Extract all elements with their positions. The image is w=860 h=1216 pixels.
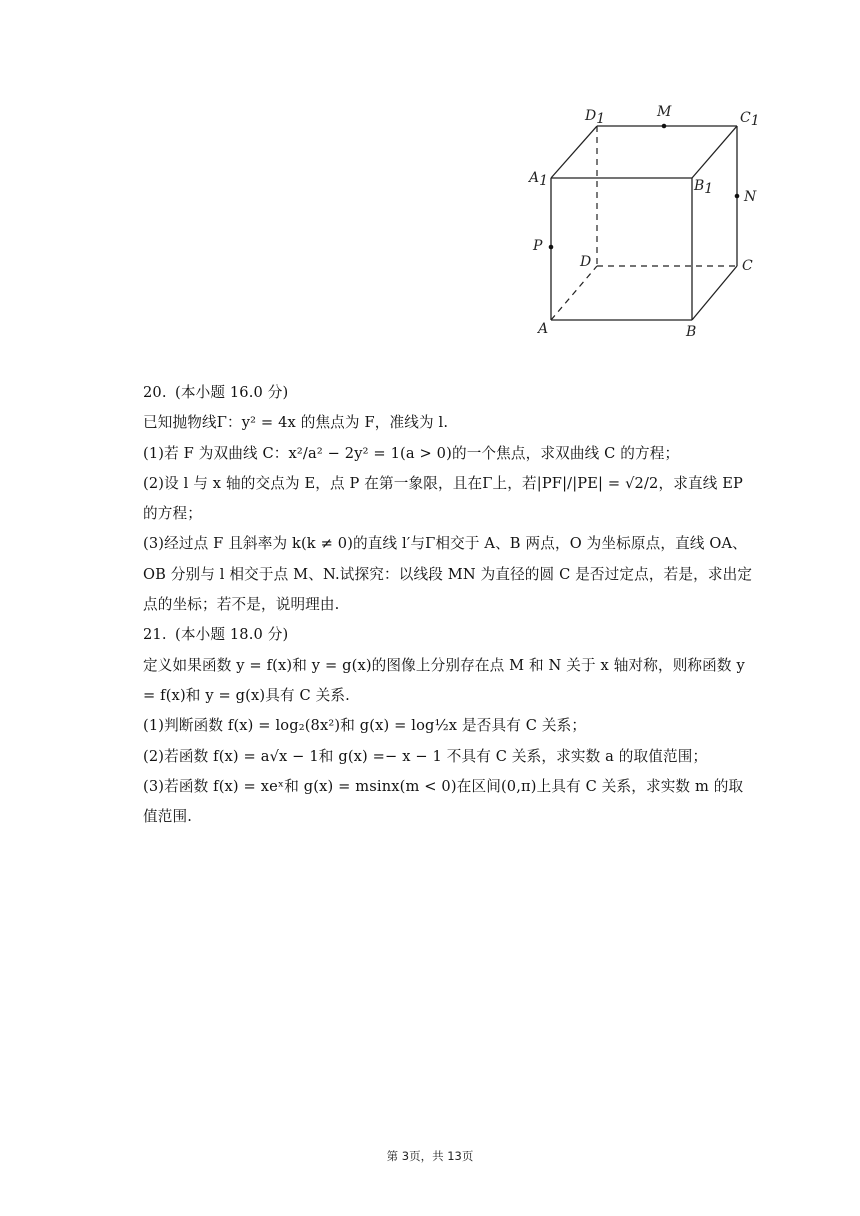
question-20-part2: (2)设 l 与 x 轴的交点为 E，点 P 在第一象限，且在Γ上，若|PF|/|PE| = √2/2，求直线 EP 的方程； [143, 474, 743, 523]
question-21-header [143, 620, 753, 650]
label-a1: A1 [529, 170, 549, 189]
edge-bc [692, 266, 737, 320]
label-p: P [533, 238, 543, 254]
label-b: B [686, 324, 697, 340]
question-20-header [143, 378, 753, 408]
question-21-part1: (1)判断函数 f(x) = log₂(8x²)和 g(x) = log½x 是否具有 C 关系； [143, 717, 587, 735]
question-21-points: (本小题 18.0 分) [175, 626, 289, 644]
point-p [549, 245, 554, 250]
point-n [735, 194, 740, 199]
label-d: D [580, 254, 592, 270]
edge-b1c1 [692, 126, 737, 178]
label-c1: C1 [740, 110, 760, 129]
cube-figure [518, 98, 768, 348]
question-20-intro: 已知抛物线Γ：y² = 4x 的焦点为 F，准线为 l. [143, 414, 449, 432]
page-footer: 第 3页，共 13页 [386, 1149, 474, 1163]
questions-body [143, 378, 753, 832]
label-a: A [538, 321, 549, 337]
edge-a1d1 [551, 126, 597, 178]
question-21-part2: (2)若函数 f(x) = a√x − 1和 g(x) =− x − 1 不具有 C 关系，求实数 a 的取值范围； [143, 747, 708, 765]
question-20-number: 20. [143, 384, 167, 401]
label-d1: D1 [585, 108, 606, 127]
question-21-number: 21. [143, 626, 167, 644]
label-n: N [744, 189, 757, 205]
point-m [662, 124, 667, 129]
question-20-part3: (3)经过点 F 且斜率为 k(k ≠ 0)的直线 l′与Γ相交于 A、B 两点，O 为坐标原点，直线 OA、OB 分别与 l 相交于点 M、N.试探究：以线段 MN 为直径的圆 C 是否过定点，若是，求出定点的坐标；若不是，说明理由. [143, 535, 753, 614]
label-m: M [657, 104, 672, 120]
label-b1: B1 [694, 178, 714, 197]
question-20-points: (本小题 16.0 分) [175, 384, 289, 401]
label-c: C [742, 258, 753, 274]
edge-ad-hidden [551, 266, 597, 320]
cube-diagram [518, 98, 768, 348]
question-20-part1: (1)若 F 为双曲线 C：x²/a² − 2y² = 1(a > 0)的一个焦点，求双曲线 C 的方程； [143, 444, 680, 462]
question-21-intro: 定义如果函数 y = f(x)和 y = g(x)的图像上分别存在点 M 和 N 关于 x 轴对称，则称函数 y = f(x)和 y = g(x)具有 C 关系. [143, 656, 745, 704]
question-21-part3: (3)若函数 f(x) = xeˣ和 g(x) = msinx(m < 0)在区间(0,π)上具有 C 关系，求实数 m 的取值范围. [143, 777, 744, 826]
